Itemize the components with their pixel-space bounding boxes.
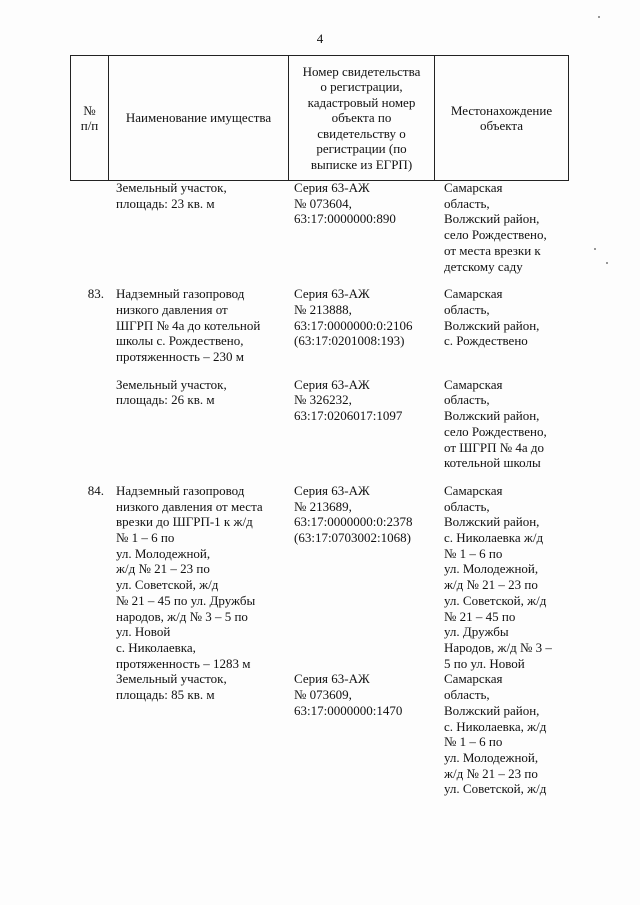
cell-line: врезки до ШГРП-1 к ж/д (116, 514, 253, 530)
cell-line: (63:17:0703002:1068) (294, 530, 411, 546)
property-location (442, 286, 568, 349)
header-col-name (109, 56, 289, 181)
cell-line: № 073604, (294, 195, 352, 211)
cell-line: низкого давления от места (116, 498, 263, 514)
cell-line: площадь: 23 кв. м (116, 195, 215, 211)
cell-line: Волжский район, (444, 514, 540, 530)
cell-line: Надземный газопровод (116, 482, 245, 498)
header-line: объекта (479, 118, 524, 133)
cell-line: № 21 – 45 по (444, 608, 516, 624)
cell-line: ул. Молодежной, (116, 545, 211, 561)
cell-line: Серия 63-АЖ (294, 482, 370, 498)
cell-line: Народов, ж/д № 3 – (444, 639, 552, 655)
cell-line: от места врезки к (444, 242, 541, 258)
table-row (70, 671, 568, 797)
cell-line: с. Николаевка ж/д (444, 530, 544, 546)
cell-line: Серия 63-АЖ (294, 286, 370, 302)
property-table-body (70, 180, 568, 797)
cell-line: № 1 – 6 по (116, 530, 175, 546)
table-row (70, 377, 568, 471)
header-line: п/п (80, 118, 99, 133)
row-number: 83. (87, 286, 104, 302)
cell-line: 63:17:0000000:0:2106 (294, 317, 413, 333)
certificate-number (290, 377, 442, 424)
cell-line: село Рождествено, (444, 423, 547, 439)
header-col-certificate (289, 56, 435, 181)
cell-line: ул. Советской, ж/д (444, 781, 547, 797)
cell-line: протяженность – 230 м (116, 349, 244, 365)
page-number: 4 (316, 31, 324, 46)
cell-line: ж/д № 21 – 23 по (116, 561, 210, 577)
property-name (110, 483, 290, 671)
cell-line: село Рождествено, (444, 227, 547, 243)
cell-line: ул. Молодежной, (444, 561, 539, 577)
scan-speck (606, 262, 608, 264)
cell-line: 63:17:0206017:1097 (294, 408, 403, 424)
cell-line: Самарская (444, 482, 503, 498)
header-line: о регистрации, (320, 79, 403, 95)
cell-line: площадь: 26 кв. м (116, 392, 215, 408)
table-row (70, 180, 568, 274)
property-name (110, 180, 290, 211)
header-line: выписке из ЕГРП) (310, 156, 413, 172)
cell-line: с. Рождествено (444, 333, 528, 349)
header-line: свидетельству о (317, 125, 406, 141)
cell-line: Серия 63-АЖ (294, 376, 370, 392)
cell-line: ул. Дружбы (444, 624, 509, 640)
cell-line: № 1 – 6 по (444, 734, 503, 750)
cell-line: Волжский район, (444, 702, 540, 718)
cell-line: от ШГРП № 4а до (444, 439, 545, 455)
cell-line: ул. Советской, ж/д (116, 577, 219, 593)
header-line: Номер свидетельства (302, 63, 421, 79)
cell-line: Волжский район, (444, 211, 540, 227)
cell-line: площадь: 85 кв. м (116, 687, 215, 703)
table-row (70, 483, 568, 671)
cell-line: 63:17:0000000:0:2378 (294, 514, 413, 530)
cell-line: Волжский район, (444, 317, 540, 333)
cell-line: ул. Молодежной, (444, 749, 539, 765)
cell-line: область, (444, 498, 490, 514)
header-line: № (83, 102, 96, 118)
cell-line: № 213888, (294, 301, 352, 317)
cell-line: низкого давления от (116, 301, 228, 317)
cell-line: Самарская (444, 376, 503, 392)
certificate-number (290, 483, 442, 546)
scan-speck (594, 248, 596, 250)
header-line: кадастровый номер (307, 94, 416, 110)
header-line: объекта по (331, 110, 392, 126)
property-name (110, 377, 290, 408)
property-name (110, 286, 290, 365)
cell-line: ШГРП № 4а до котельной (116, 317, 261, 333)
cell-line: Земельный участок, (116, 180, 227, 195)
certificate-number (290, 671, 442, 718)
certificate-number (290, 286, 442, 349)
cell-line: область, (444, 301, 490, 317)
cell-line: Самарская (444, 286, 503, 302)
cell-line: Волжский район, (444, 408, 540, 424)
cell-line: № 073609, (294, 687, 352, 703)
cell-line: (63:17:0201008:193) (294, 333, 405, 349)
cell-line: Самарская (444, 180, 503, 195)
certificate-number (290, 180, 442, 227)
property-location (442, 483, 568, 671)
cell-line: Надземный газопровод (116, 286, 245, 302)
table-row (70, 286, 568, 365)
cell-line: область, (444, 195, 490, 211)
cell-line: 5 по ул. Новой (444, 655, 525, 671)
cell-line: ул. Новой (116, 624, 171, 640)
cell-line: № 213689, (294, 498, 352, 514)
header-line: Наименование имущества (125, 110, 272, 126)
cell-line: область, (444, 392, 490, 408)
cell-line: детскому саду (444, 258, 523, 274)
cell-line: ул. Советской, ж/д (444, 592, 547, 608)
header-col-location (435, 56, 569, 181)
header-col-number (71, 56, 109, 181)
cell-line: с. Николаевка, (116, 639, 196, 655)
header-line: Местонахождение (450, 102, 553, 118)
cell-line: область, (444, 687, 490, 703)
cell-line: Серия 63-АЖ (294, 671, 370, 687)
cell-line: 63:17:0000000:890 (294, 211, 396, 227)
cell-line: Земельный участок, (116, 671, 227, 687)
cell-line: котельной школы (444, 455, 541, 471)
cell-line: № 21 – 45 по ул. Дружбы (116, 592, 256, 608)
property-name (110, 671, 290, 702)
cell-line: ж/д № 21 – 23 по (444, 765, 538, 781)
cell-line: с. Николаевка, ж/д (444, 718, 547, 734)
cell-line: протяженность – 1283 м (116, 655, 251, 671)
cell-line: Земельный участок, (116, 376, 227, 392)
cell-line: № 326232, (294, 392, 352, 408)
cell-line: Серия 63-АЖ (294, 180, 370, 195)
cell-line: № 1 – 6 по (444, 545, 503, 561)
row-number: 84. (87, 482, 104, 498)
property-location (442, 377, 568, 471)
cell-line: школы с. Рождествено, (116, 333, 244, 349)
cell-line: народов, ж/д № 3 – 5 по (116, 608, 248, 624)
cell-line: 63:17:0000000:1470 (294, 702, 403, 718)
cell-line: Самарская (444, 671, 503, 687)
header-line: регистрации (по (316, 141, 407, 157)
scan-speck (598, 16, 600, 18)
cell-line: ж/д № 21 – 23 по (444, 577, 538, 593)
property-location (442, 180, 568, 274)
property-location (442, 671, 568, 797)
property-table-header (70, 55, 569, 181)
